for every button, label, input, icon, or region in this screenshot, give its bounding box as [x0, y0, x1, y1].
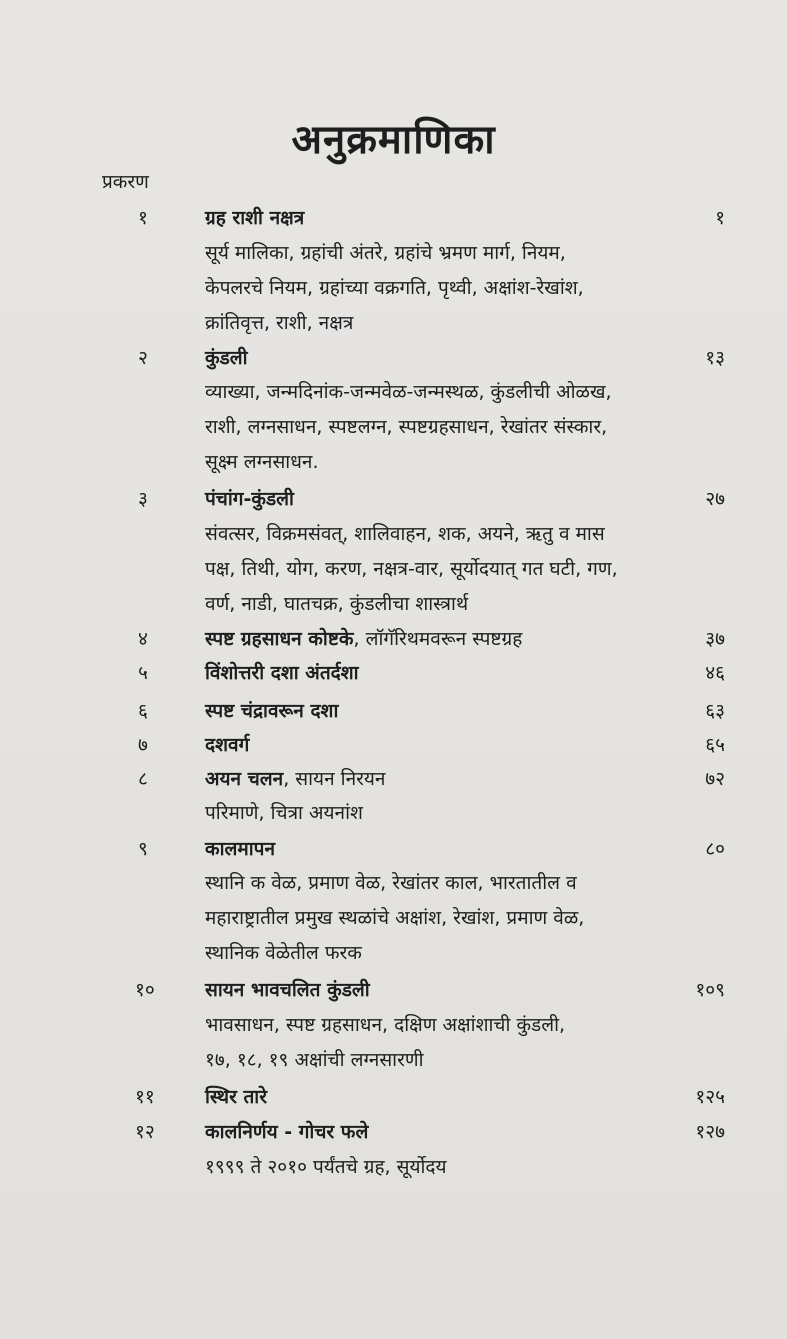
chapter-number: ९ — [138, 838, 148, 860]
chapter-title: कालनिर्णय - गोचर फले — [205, 1121, 369, 1143]
chapter-title: दशवर्ग — [205, 734, 250, 756]
chapter-description-line: संवत्सर, विक्रमसंवत्, शालिवाहन, शक, अयने, ऋतु व मास — [205, 523, 605, 545]
chapter-description-line: राशी, लग्नसाधन, स्पष्टलग्न, स्पष्टग्रहसाधन, रेखांतर संस्कार, — [205, 416, 608, 438]
chapter-description-line: स्थानिक वेळेतील फरक — [205, 942, 362, 964]
chapter-page: १२५ — [695, 1086, 725, 1108]
chapter-title: अयन चलन, सायन निरयन — [205, 768, 386, 790]
chapter-column-label: प्रकरण — [102, 171, 149, 193]
chapter-number: ८ — [138, 768, 148, 790]
chapter-title: स्थिर तारे — [205, 1086, 267, 1108]
chapter-number: ७ — [138, 734, 148, 756]
chapter-title: सायन भावचलित कुंडली — [205, 979, 370, 1001]
chapter-number: १० — [135, 979, 155, 1001]
chapter-description-line: सूक्ष्म लग्नसाधन. — [205, 451, 319, 473]
chapter-title: स्पष्ट ग्रहसाधन कोष्टके, लॉगॅरिथमवरून स्पष्टग्रह — [205, 628, 523, 650]
chapter-number: ६ — [138, 700, 148, 722]
chapter-page: १०९ — [695, 979, 725, 1001]
page-title: अनुक्रमाणिका — [291, 117, 496, 163]
chapter-description-line: वर्ण, नाडी, घातचक्र, कुंडलीचा शास्त्रार्थ — [205, 593, 469, 615]
chapter-description-line: महाराष्ट्रातील प्रमुख स्थळांचे अक्षांश, रेखांश, प्रमाण वेळ, — [205, 907, 585, 929]
chapter-number: २ — [138, 347, 148, 369]
chapter-description-line: स्थानि क वेळ, प्रमाण वेळ, रेखांतर काल, भारतातील व — [205, 872, 577, 894]
chapter-title: विंशोत्तरी दशा अंतर्दशा — [205, 662, 359, 684]
chapter-description-line: केपलरचे नियम, ग्रहांच्या वक्रगति, पृथ्वी, अक्षांश-रेखांश, — [205, 277, 584, 299]
chapter-description-line: व्याख्या, जन्मदिनांक-जन्मवेळ-जन्मस्थळ, कुंडलीची ओळख, — [205, 381, 612, 403]
chapter-page: ६३ — [705, 700, 725, 722]
chapter-page: ७२ — [705, 768, 725, 790]
chapter-page: १ — [715, 207, 725, 229]
chapter-description-line: १७, १८, १९ अक्षांची लग्नसारणी — [205, 1049, 424, 1071]
chapter-page: ३७ — [705, 628, 725, 650]
chapter-description-line: १९९९ ते २०१० पर्यंतचे ग्रह, सूर्योदय — [205, 1156, 447, 1178]
chapter-number: १२ — [135, 1121, 155, 1143]
chapter-page: ८० — [705, 838, 725, 860]
chapter-number: ५ — [138, 662, 148, 684]
chapter-number: ३ — [138, 488, 148, 510]
chapter-number: ४ — [138, 628, 148, 650]
chapter-description-line: भावसाधन, स्पष्ट ग्रहसाधन, दक्षिण अक्षांशाची कुंडली, — [205, 1014, 566, 1036]
chapter-page: १३ — [705, 347, 725, 369]
chapter-page: ४६ — [705, 662, 725, 684]
chapter-page: १२७ — [695, 1121, 725, 1143]
chapter-title: स्पष्ट चंद्रावरून दशा — [205, 700, 339, 722]
chapter-page: ६५ — [705, 734, 725, 756]
chapter-number: १ — [138, 207, 148, 229]
chapter-title: ग्रह राशी नक्षत्र — [205, 207, 305, 229]
chapter-page: २७ — [705, 488, 725, 510]
chapter-description-line: पक्ष, तिथी, योग, करण, नक्षत्र-वार, सूर्योदयात् गत घटी, गण, — [205, 558, 618, 580]
chapter-description-line: सूर्य मालिका, ग्रहांची अंतरे, ग्रहांचे भ्रमण मार्ग, नियम, — [205, 242, 566, 264]
chapter-title: पंचांग-कुंडली — [205, 488, 294, 510]
chapter-description-line: क्रांतिवृत्त, राशी, नक्षत्र — [205, 312, 354, 334]
chapter-number: ११ — [135, 1086, 155, 1108]
chapter-title: कालमापन — [205, 838, 276, 860]
chapter-title: कुंडली — [205, 347, 248, 369]
chapter-description-line: परिमाणे, चित्रा अयनांश — [205, 802, 363, 824]
